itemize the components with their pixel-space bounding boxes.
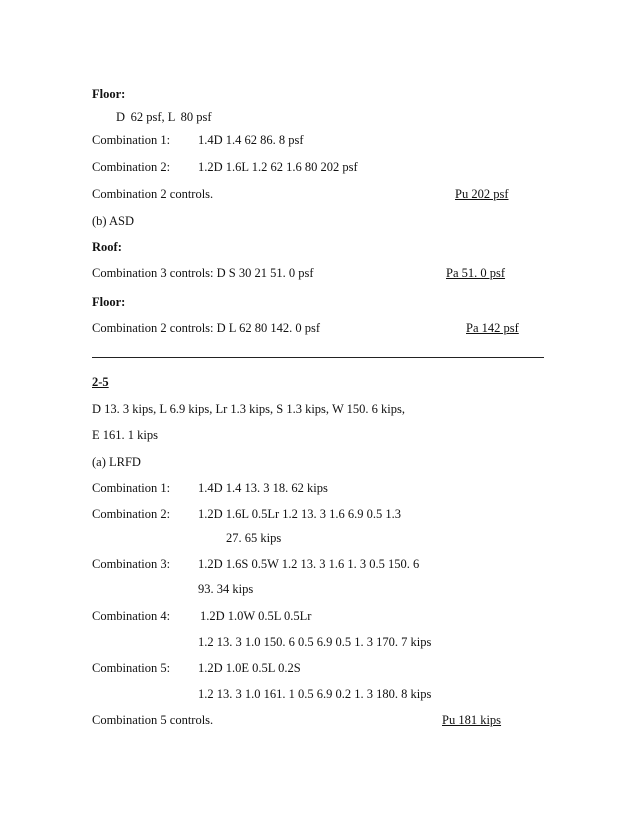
problem-number: 2-5	[92, 375, 109, 389]
c1-label: Combination 1:	[92, 481, 171, 495]
c5-result: 1.2 13. 3 1.0 161. 1 0.5 6.9 0.2 1. 3 180. 8 kips	[198, 687, 432, 701]
floor-loads: D 62 psf, L 80 psf	[116, 110, 212, 124]
problem-loads-1: D 13. 3 kips, L 6.9 kips, Lr 1.3 kips, S 1.3 kips, W 150. 6 kips,	[92, 402, 405, 416]
c4-result: 1.2 13. 3 1.0 150. 6 0.5 6.9 0.5 1. 3 170. 7 kips	[198, 635, 432, 649]
controls-statement: Combination 2 controls.	[92, 187, 214, 201]
c3-expression: 1.2D 1.6S 0.5W 1.2 13. 3 1.6 1. 3 0.5 150. 6	[198, 557, 420, 571]
asd-heading: (b) ASD	[92, 214, 135, 228]
combo2-label: Combination 2:	[92, 160, 171, 174]
floor-result: Pu 202 psf	[455, 187, 509, 201]
lrfd-heading: (a) LRFD	[92, 455, 141, 469]
asd-floor-heading: Floor:	[92, 295, 126, 309]
roof-controls: Combination 3 controls: D S 30 21 51. 0 psf	[92, 266, 314, 280]
problem-loads-2: E 161. 1 kips	[92, 428, 158, 442]
combo2-expression: 1.2D 1.6L 1.2 62 1.6 80 202 psf	[198, 160, 358, 174]
c2-expression: 1.2D 1.6L 0.5Lr 1.2 13. 3 1.6 6.9 0.5 1.3	[198, 507, 401, 521]
roof-result: Pa 51. 0 psf	[446, 266, 506, 280]
combo1-expression: 1.4D 1.4 62 86. 8 psf	[198, 133, 304, 147]
c3-result: 93. 34 kips	[198, 582, 254, 596]
final-result: Pu 181 kips	[442, 713, 502, 727]
final-controls: Combination 5 controls.	[92, 713, 214, 727]
roof-heading: Roof:	[92, 240, 122, 254]
combo1-label: Combination 1:	[92, 133, 171, 147]
c5-expression: 1.2D 1.0E 0.5L 0.2S	[198, 661, 301, 675]
c5-label: Combination 5:	[92, 661, 171, 675]
c2-label: Combination 2:	[92, 507, 171, 521]
asd-floor-controls: Combination 2 controls: D L 62 80 142. 0 psf	[92, 321, 320, 335]
floor-heading: Floor:	[92, 87, 126, 101]
asd-floor-result: Pa 142 psf	[466, 321, 519, 335]
c2-result: 27. 65 kips	[226, 531, 282, 545]
c3-label: Combination 3:	[92, 557, 171, 571]
c1-expression: 1.4D 1.4 13. 3 18. 62 kips	[198, 481, 328, 495]
section-divider	[92, 357, 544, 358]
c4-label: Combination 4:	[92, 609, 171, 623]
c4-expression: 1.2D 1.0W 0.5L 0.5Lr	[200, 609, 312, 623]
